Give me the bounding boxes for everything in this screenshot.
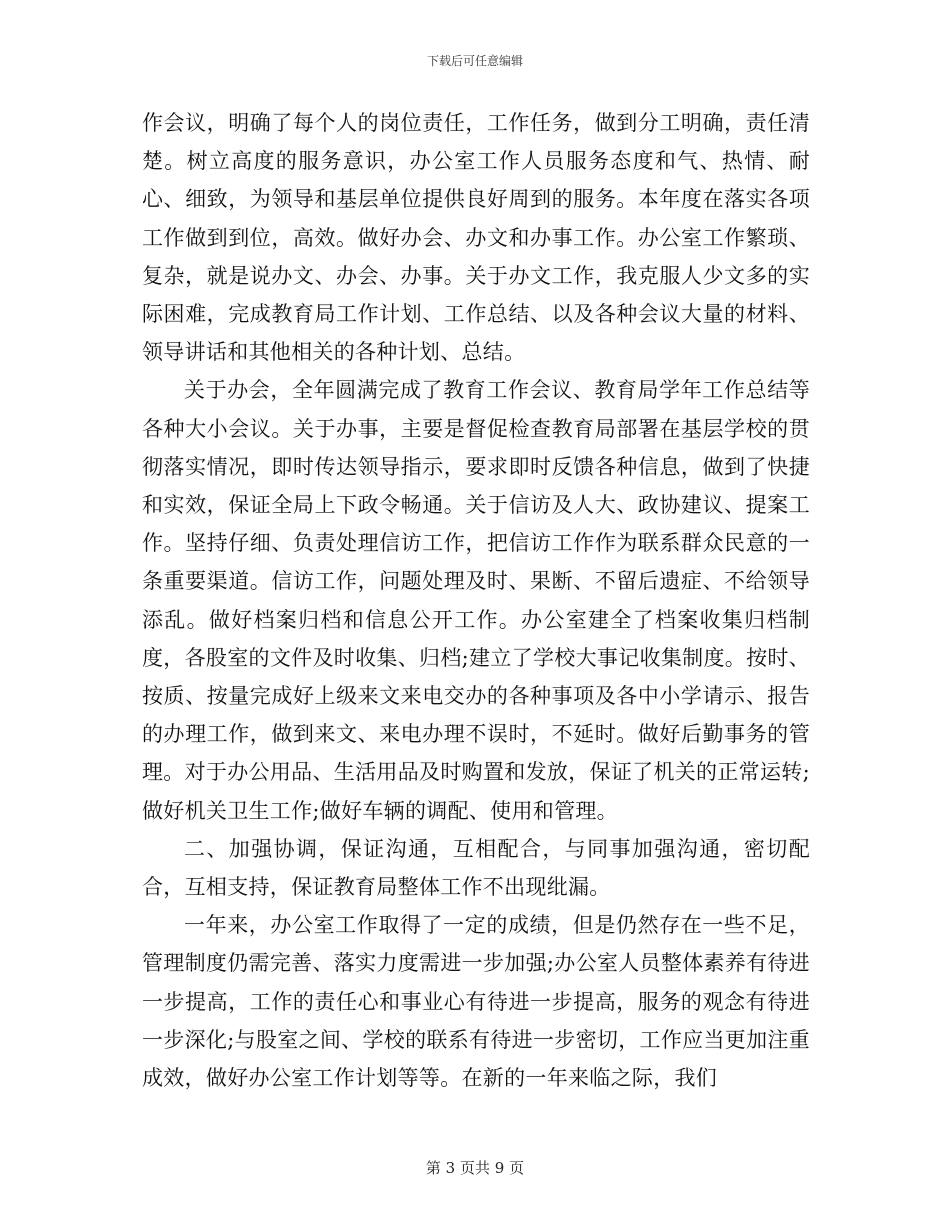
paragraph-4: 一年来，办公室工作取得了一定的成绩，但是仍然存在一些不足，管理制度仍需完善、落实力度需进一步加强;办公室人员整体素养有待进一步提高，工作的责任心和事业心有待进一步提高，服务的观念有待进一步深化;与股室之间、学校的联系有待进一步密切，工作应当更加注重成效，做好办公室工作计划等等。在新的一年来临之际，我们 [142, 913, 810, 1091]
document-body [142, 104, 810, 1097]
page-number: 第 3 页共 9 页 [425, 1159, 525, 1177]
paragraph-3: 二、加强协调，保证沟通，互相配合，与同事加强沟通，密切配合，互相支持，保证教育局整体工作不出现纰漏。 [142, 836, 810, 900]
header-note: 下载后可任意编辑 [426, 54, 523, 68]
paragraph-2: 关于办会，全年圆满完成了教育工作会议、教育局学年工作总结等各种大小会议。关于办事，主要是督促检查教育局部署在基层学校的贯彻落实情况，即时传达领导指示，要求即时反馈各种信息，做到了快捷和实效，保证全局上下政令畅通。关于信访及人大、政协建议、提案工作。坚持仔细、负责处理信访工作，把信访工作作为联系群众民意的一条重要渠道。信访工作，问题处理及时、果断、不留后遗症、不给领导添乱。做好档案归档和信息公开工作。办公室建全了档案收集归档制度，各股室的文件及时收集、归档;建立了学校大事记收集制度。按时、按质、按量完成好上级来文来电交办的各种事项及各中小学请示、报告的办理工作，做到来文、来电办理不误时，不延时。做好后勤事务的管理。对于办公用品、生活用品及时购置和发放，保证了机关的正常运转;做好机关卫生工作;做好车辆的调配、使用和管理。 [142, 378, 810, 823]
paragraph-1: 作会议，明确了每个人的岗位责任，工作任务，做到分工明确，责任清楚。树立高度的服务意识，办公室工作人员服务态度和气、热情、耐心、细致，为领导和基层单位提供良好周到的服务。本年度在落实各项工作做到到位，高效。做好办会、办文和办事工作。办公室工作繁琐、复杂，就是说办文、办会、办事。关于办文工作，我克服人少文多的实际困难，完成教育局工作计划、工作总结、以及各种会议大量的材料、领导讲话和其他相关的各种计划、总结。 [142, 111, 810, 365]
